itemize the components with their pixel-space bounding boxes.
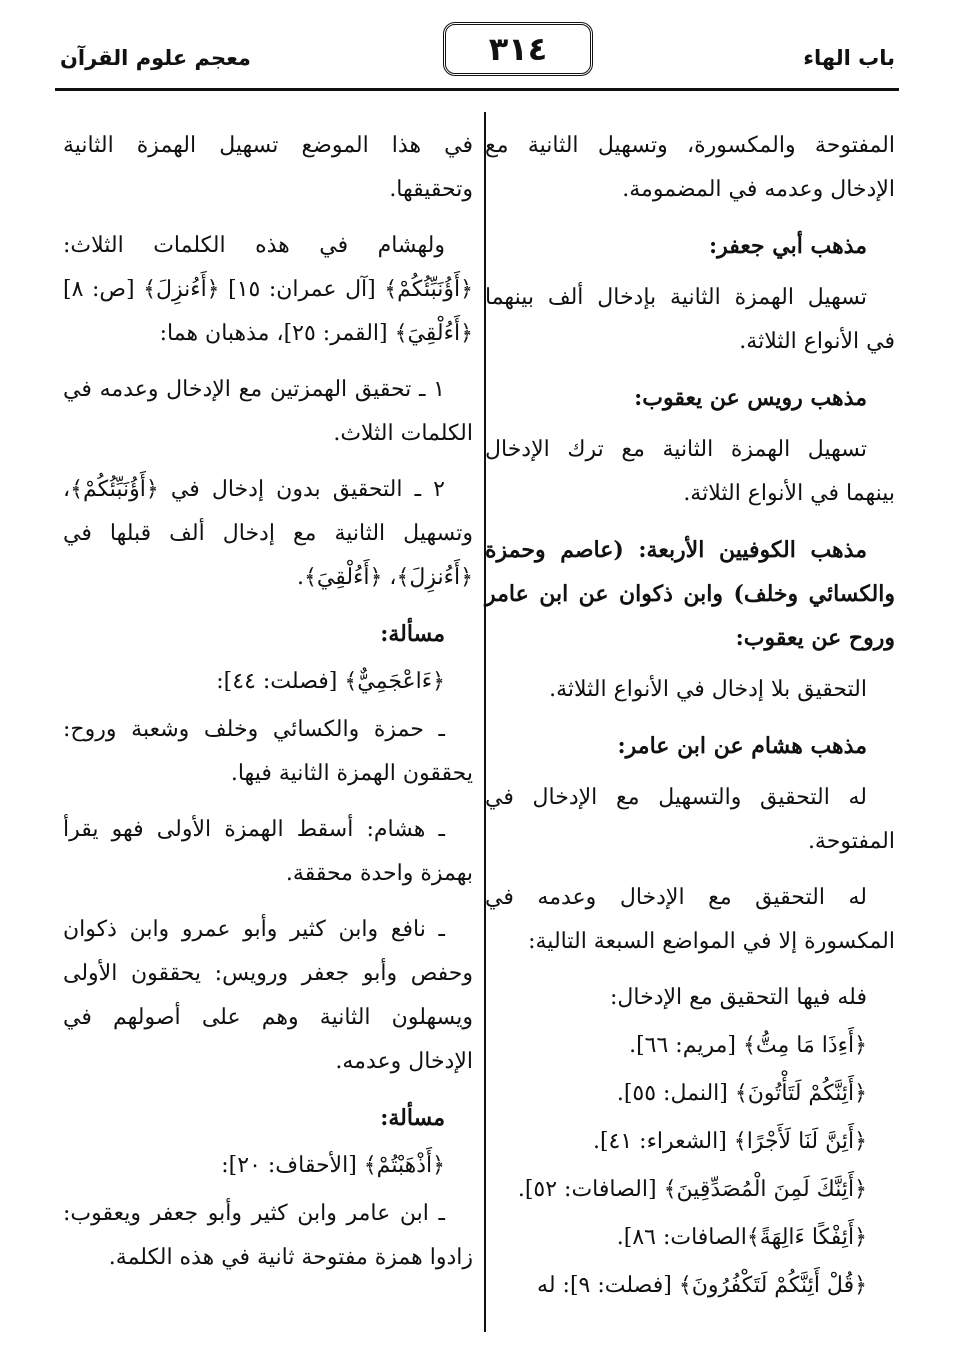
list-item: ـ ابن عامر وابن كثير وأبو جعفر ويعقوب: زادوا همزة مفتوحة ثانية في هذه الكلمة.	[63, 1201, 473, 1270]
left-column	[63, 124, 473, 1292]
right-column	[485, 124, 895, 1312]
verse-citation: ﴿قُلْ أَئِنَّكُمْ لَتَكْفُرُونَ﴾ [فصلت: ٩]: له	[537, 1273, 867, 1298]
verse-citation: ﴿أَئِنَّ لَنَا لَأَجْرًا﴾ [الشعراء: ٤١].	[592, 1129, 867, 1154]
paragraph: المفتوحة والمكسورة، وتسهيل الثانية مع الإدخال وعدمه في المضمومة.	[485, 133, 895, 202]
paragraph: ولهشام في هذه الكلمات الثلاث: ﴿أَؤُنَبِّئُكُمْ﴾ [آل عمران: ١٥] ﴿أَءُنزِلَ﴾ [ص: ٨] ﴿أَءُلْقِيَ﴾ [القمر: ٢٥]، مذهبان هما:	[63, 233, 473, 346]
verse-citation: ﴿ءَاعْجَمِيٌّ﴾ [فصلت: ٤٤]:	[216, 669, 445, 694]
page-header	[60, 22, 895, 84]
verse-citation: ﴿أَئِنَّكُمْ لَتَأْتُونَ﴾ [النمل: ٥٥].	[616, 1081, 867, 1106]
section-heading: مذهب أبي جعفر:	[708, 233, 867, 259]
section-heading: مسألة:	[380, 621, 445, 647]
list-item: ـ حمزة والكسائي وخلف وشعبة وروح: يحققون الهمزة الثانية فيها.	[63, 717, 473, 786]
section-heading: مذهب رويس عن يعقوب:	[634, 385, 867, 411]
book-title: معجم علوم القرآن	[60, 46, 251, 70]
paragraph: له التحقيق مع الإدخال وعدمه في المكسورة إلا في المواضع السبعة التالية:	[485, 885, 895, 954]
list-item: ٢ ـ التحقيق بدون إدخال في ﴿أَؤُنَبِّئُكُمْ﴾، وتسهيل الثانية مع إدخال ألف قبلها في ﴿أَءُنزِلَ﴾، ﴿أَءُلْقِيَ﴾.	[63, 477, 473, 590]
paragraph: له التحقيق والتسهيل مع الإدخال في المفتوحة.	[485, 785, 895, 854]
section-heading: مذهب هشام عن ابن عامر:	[617, 733, 867, 759]
paragraph: تسهيل الهمزة الثانية مع ترك الإدخال بينهما في الأنواع الثلاثة.	[485, 437, 895, 506]
verse-citation: ﴿أَءِذَا مَا مِتُّ﴾ [مريم: ٦٦].	[629, 1033, 867, 1058]
header-divider	[55, 88, 899, 91]
verse-citation: ﴿أَذْهَبْتُمْ﴾ [الأحقاف: ٢٠]:	[221, 1153, 445, 1178]
chapter-title: باب الهاء	[803, 46, 895, 70]
paragraph: تسهيل الهمزة الثانية بإدخال ألف بينهما في الأنواع الثلاثة.	[485, 285, 895, 354]
verse-citation: ﴿أَئِفْكًا ءَالِهَةً﴾الصافات: ٨٦].	[616, 1225, 867, 1250]
section-heading: مذهب الكوفيين الأربعة: (عاصم وحمزة والكسائي وخلف) وابن ذكوان عن ابن عامر وروح عن يعقوب:	[485, 537, 895, 651]
list-item: ١ ـ تحقيق الهمزتين مع الإدخال وعدمه في الكلمات الثلاث.	[63, 377, 473, 446]
page-number: ٣١٤	[443, 22, 593, 76]
paragraph: التحقيق بلا إدخال في الأنواع الثلاثة.	[549, 677, 867, 702]
list-item: ـ هشام: أسقط الهمزة الأولى فهو يقرأ بهمزة واحدة محققة.	[63, 817, 473, 886]
verse-citation: ﴿أَئِنَّكَ لَمِنَ الْمُصَدِّقِينَ﴾ [الصافات: ٥٢].	[517, 1177, 867, 1202]
paragraph: في هذا الموضع تسهيل الهمزة الثانية وتحقيقها.	[63, 133, 473, 202]
section-heading: مسألة:	[380, 1105, 445, 1131]
list-item: ـ نافع وابن كثير وأبو عمرو وابن ذكوان وحفص وأبو جعفر ورويس: يحققون الأولى ويسهلون الثانية وهم على أصولهم في الإدخال وعدمه.	[63, 917, 473, 1074]
paragraph: فله فيها التحقيق مع الإدخال:	[610, 985, 867, 1010]
